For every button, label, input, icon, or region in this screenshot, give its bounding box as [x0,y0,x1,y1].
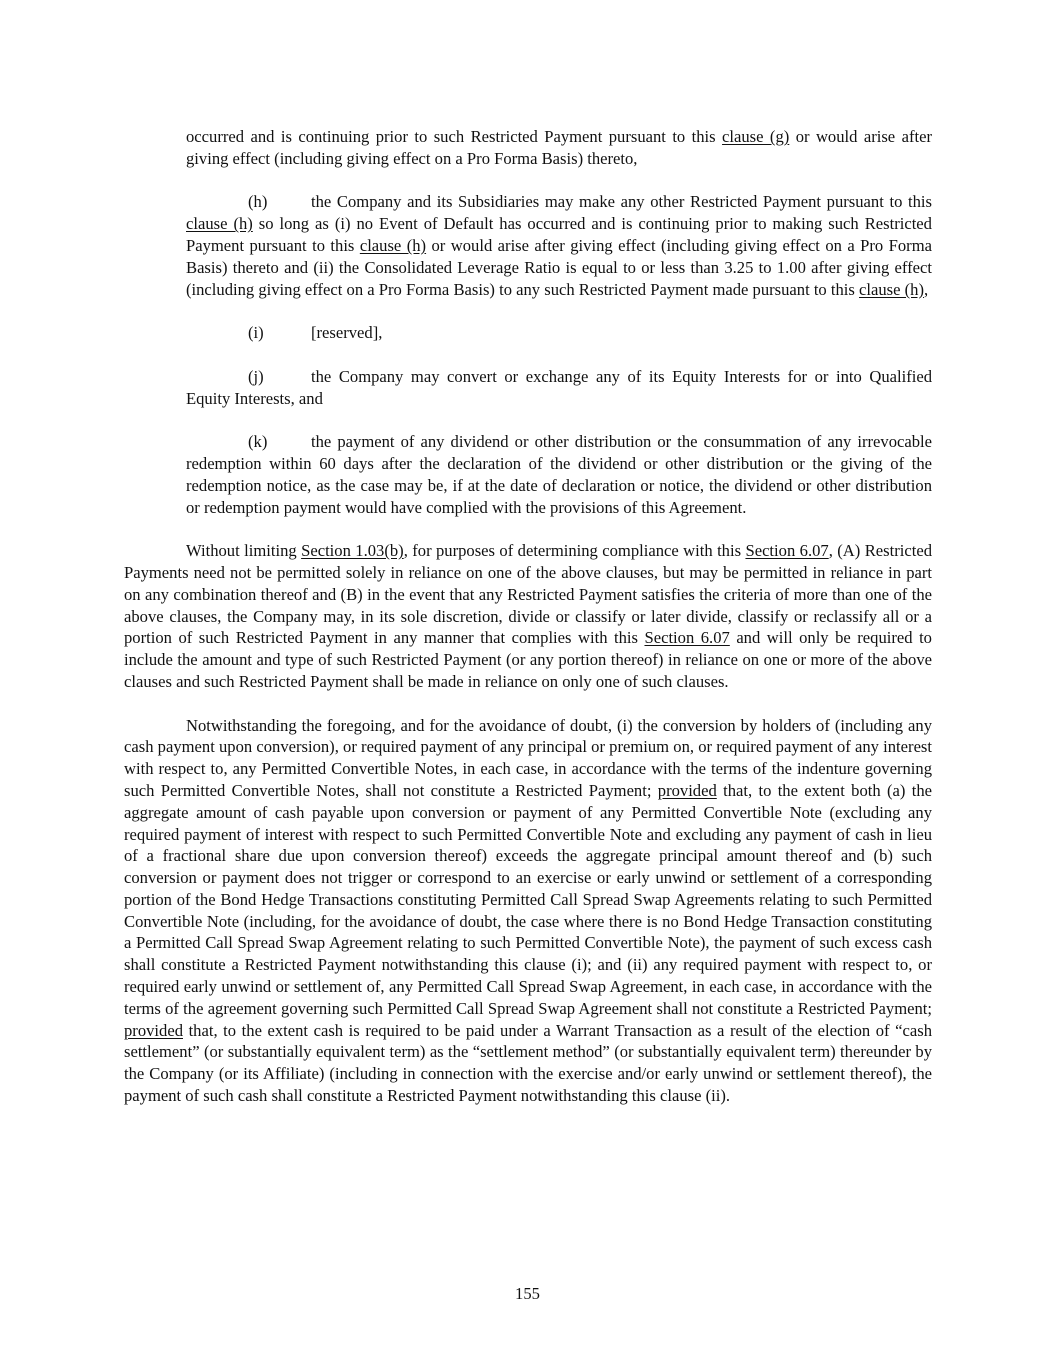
clause-label: (k) [248,432,268,452]
section-reference: Section 6.07 [745,541,829,561]
text-run: and will only be required to include the amount and type of such Restricted Payment (or any portion thereof) in reliance on one or more of the above clauses and such Restricted Payment shall be made in reliance on only one of such clauses. [124,628,932,691]
text-run: Without limiting [186,541,302,561]
text-run: , (A) Restricted Payments need not be permitted solely in reliance on one of the above clauses, but may be permitted in reliance in part on any combination thereof and (B) in the event that any Restricted Payment satisfies the criteria of more than one of the above clauses, the Company may, in its sole discretion, divide or classify or later divide, classify or reclassify all or a portion of such Restricted Payment in any manner that complies with this [124,541,932,648]
text-run: that, to the extent both (a) the aggregate amount of cash payable upon conversion or payment of any Permitted Convertible Note (excluding any required payment of interest with respect to such Permitted Convertible Note and excluding any payment of cash in lieu of a fractional share due upon conversion thereof) exceeds the aggregate principal amount thereof and (b) such conversion or payment does not trigger or correspond to an exercise or early unwind or settlement of a corresponding portion of the Bond Hedge Transactions constituting Permitted Call Spread Swap Agreements relating to such Permitted Convertible Note (including, for the avoidance of doubt, the case where there is no Bond Hedge Transaction constituting a Permitted Call Spread Swap Agreement relating to such Permitted Convertible Note), the payment of such excess cash shall constitute a Restricted Payment notwithstanding this clause (i); and (ii) any required payment with respect to, or required early unwind or settlement of, any Permitted Call Spread Swap Agreement, in each case, in accordance with the terms of the agreement governing such Permitted Call Spread Swap Agreement shall not constitute a Restricted Payment; [124,780,933,1018]
text-run: so long as (i) no Event of Default has occurred and is continuing prior to making such Restricted Payment pursuant to this [186,214,932,255]
provided-term: provided [124,1020,183,1040]
text-run: , for purposes of determining compliance with this [403,541,746,561]
without-limiting-paragraph [124,540,932,693]
page-number: 155 [515,1284,540,1303]
clause-h-reference: clause (h) [859,279,924,299]
clause-h-reference: clause (h) [359,235,427,255]
clause-k [186,431,932,518]
clause-text: [reserved], [311,323,383,343]
section-reference: Section 1.03(b) [301,541,404,561]
text-run: or would arise after giving effect (including giving effect on a Pro Forma Basis) thereto, [186,127,932,168]
clause-label: (j) [248,366,264,386]
clause-g-reference: clause (g) [722,127,790,146]
text-run: Notwithstanding the foregoing, and for the avoidance of doubt, (i) the conversion by holders of (including any cash payment upon conversion), or required payment of any principal or premium on, or required payment of any interest with respect to, any Permitted Convertible Notes, in each case, in accordance with the terms of the indenture governing such Permitted Convertible Notes, shall not constitute a Restricted Payment; [124,715,932,800]
text-run: that, to the extent cash is required to be paid under a Warrant Transaction as a result of the election of “cash settlement” (or substantially equivalent term) as the “settlement method” (or substantially equivalent term) thereunder by the Company (or its Affiliate) (including in connection with the exercise and/or early unwind or settlement thereof), the payment of such cash shall constitute a Restricted Payment notwithstanding this clause (ii). [124,1020,932,1106]
clause-j [186,366,932,410]
clause-i [186,322,932,344]
text-run: or would arise after giving effect (including giving effect on a Pro Forma Basis) thereto and (ii) the Consolidated Leverage Ratio is equal to or less than 3.25 to 1.00 after giving effect (including giving effect on a Pro Forma Basis) to any such Restricted Payment made pursuant to this [186,235,932,299]
clause-text: the Company may convert or exchange any of its Equity Interests for or into Qualified Equity Interests, and [186,366,932,408]
document-page [124,126,932,1107]
section-reference: Section 6.07 [644,628,730,648]
clause-h-reference: clause (h) [186,214,253,234]
continuation-paragraph [186,126,932,170]
provided-term: provided [657,780,717,800]
text-run: the Company and its Subsidiaries may make any other Restricted Payment pursuant to this [311,192,932,212]
text-run: occurred and is continuing prior to such Restricted Payment pursuant to this [186,127,723,146]
clause-text: the payment of any dividend or other distribution or the consummation of any irrevocable redemption within 60 days after the declaration of the dividend or other distribution or the giving of the redemption notice, as the case may be, if at the date of declaration or notice, the dividend or other distribution or redemption payment would have complied with the provisions of this Agreement. [186,432,932,517]
text-run: , [923,279,929,299]
notwithstanding-paragraph [124,715,932,1107]
clause-label: (h) [248,192,268,212]
clause-label: (i) [248,323,264,343]
clause-h [186,191,932,300]
